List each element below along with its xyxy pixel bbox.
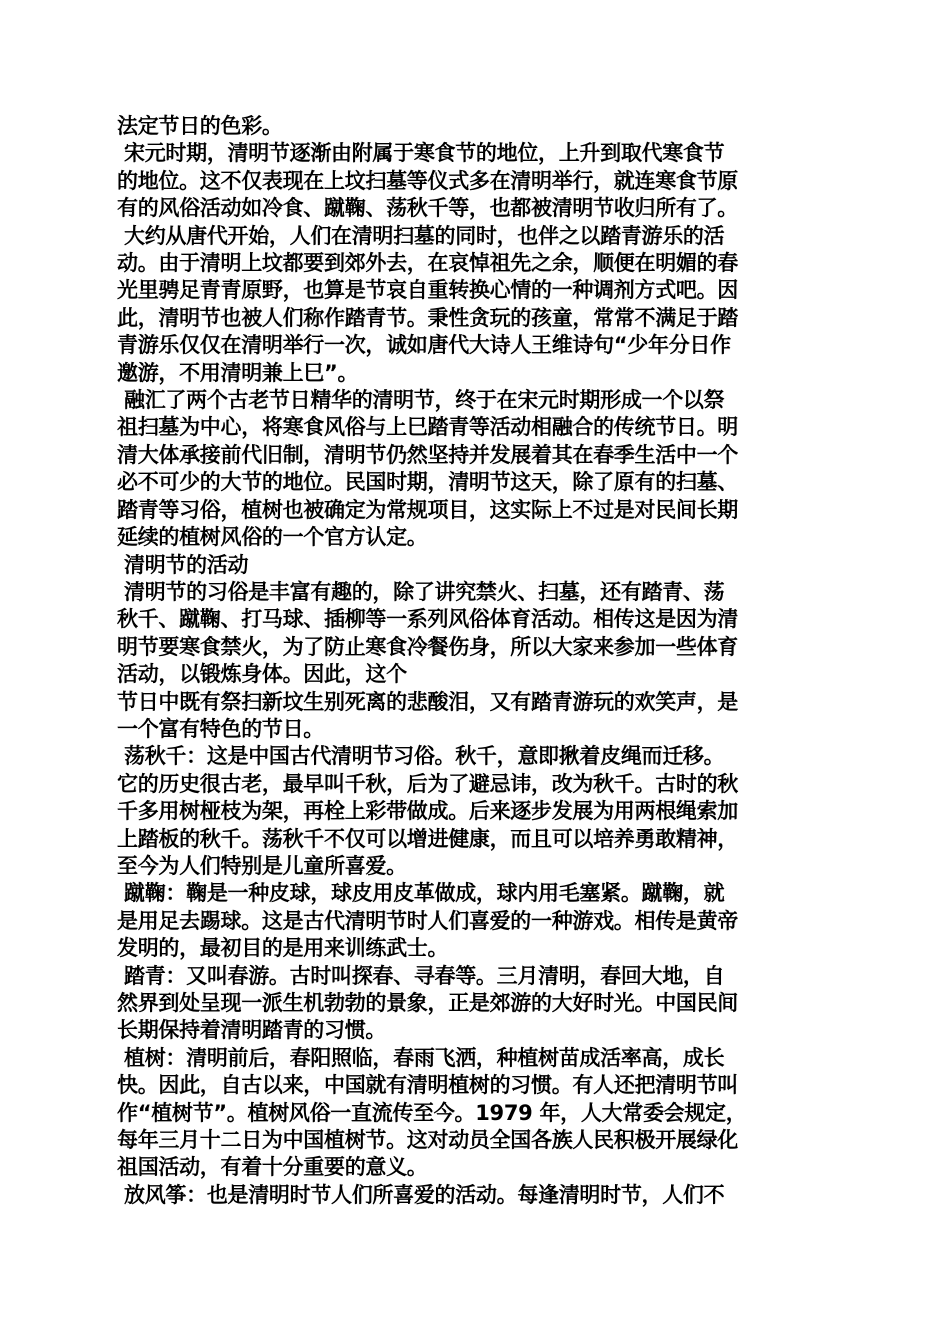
text-line: 有的风俗活动如冷食、蹴鞠、荡秋千等，也都被清明节收归所有了。 bbox=[117, 196, 738, 221]
text-line: 融汇了两个古老节日精华的清明节，终于在宋元时期形成一个以祭 bbox=[117, 388, 725, 413]
text-line: 法定节日的色彩。 bbox=[117, 114, 283, 138]
text-line: 青游乐仅仅在清明举行一次，诚如唐代大诗人王维诗句“少年分日作 bbox=[117, 333, 731, 358]
text-line: 明节要寒食禁火，为了防止寒食冷餐伤身，所以大家来参加一些体育 bbox=[117, 634, 738, 659]
text-line: 活动，以锻炼身体。因此，这个 bbox=[117, 662, 407, 687]
text-line: 作“植树节”。植树风俗一直流传至今。1979 年，人大常委会规定， bbox=[117, 1100, 747, 1125]
text-line: 至今为人们特别是儿童所喜爱。 bbox=[117, 853, 407, 878]
text-line: 每年三月十二日为中国植树节。这对动员全国各族人民积极开展绿化 bbox=[117, 1128, 738, 1153]
text-line: 一个富有特色的节日。 bbox=[117, 716, 324, 741]
text-line: 然界到处呈现一派生机勃勃的景象，正是郊游的大好时光。中国民间 bbox=[117, 991, 738, 1015]
text-line: 清明节的习俗是丰富有趣的，除了讲究禁火、扫墓，还有踏青、荡 bbox=[117, 579, 725, 604]
section-heading: 清明节的活动 bbox=[117, 552, 249, 577]
text-line: 祖国活动，有着十分重要的意义。 bbox=[117, 1155, 428, 1180]
text-line: 邀游，不用清明兼上巳”。 bbox=[117, 360, 359, 385]
text-line: 此，清明节也被人们称作踏青节。秉性贪玩的孩童，常常不满足于踏 bbox=[117, 305, 738, 330]
text-line: 的地位。这不仅表现在上坟扫墓等仪式多在清明举行，就连寒食节原 bbox=[117, 168, 738, 193]
text-line: 光里骋足青青原野，也算是节哀自重转换心情的一种调剂方式吧。因 bbox=[117, 278, 738, 303]
text-line: 植树：清明前后，春阳照临，春雨飞洒，种植树苗成活率高，成长 bbox=[117, 1045, 725, 1070]
text-line: 踏青：又叫春游。古时叫探春、寻春等。三月清明，春回大地，自 bbox=[117, 963, 725, 988]
text-line: 发明的，最初目的是用来训练武士。 bbox=[117, 936, 449, 961]
text-line: 必不可少的大节的地位。民国时期，清明节这天，除了原有的扫墓、 bbox=[117, 470, 738, 495]
text-line: 它的历史很古老，最早叫千秋，后为了避忌讳，改为秋千。古时的秋 bbox=[117, 771, 738, 796]
text-line: 千多用树桠枝为架，再栓上彩带做成。后来逐步发展为用两根绳索加 bbox=[117, 799, 738, 824]
body-text bbox=[117, 113, 837, 1209]
text-line: 动。由于清明上坟都要到郊外去，在哀悼祖先之余，顺便在明媚的春 bbox=[117, 251, 738, 276]
text-line: 节日中既有祭扫新坟生别死离的悲酸泪，又有踏青游玩的欢笑声，是 bbox=[117, 689, 738, 714]
text-line: 荡秋千：这是中国古代清明节习俗。秋千，意即揪着皮绳而迁移。 bbox=[117, 744, 725, 769]
text-line: 是用足去踢球。这是古代清明节时人们喜爱的一种游戏。相传是黄帝 bbox=[117, 908, 738, 933]
text-line: 长期保持着清明踏青的习惯。 bbox=[117, 1018, 387, 1043]
text-line: 踏青等习俗，植树也被确定为常规项目，这实际上不过是对民间长期 bbox=[117, 497, 738, 522]
text-line: 延续的植树风俗的一个官方认定。 bbox=[117, 525, 428, 550]
text-line: 快。因此，自古以来，中国就有清明植树的习惯。有人还把清明节叫 bbox=[117, 1073, 738, 1098]
text-line: 祖扫墓为中心，将寒食风俗与上巳踏青等活动相融合的传统节日。明 bbox=[117, 415, 738, 440]
text-line: 大约从唐代开始，人们在清明扫墓的同时，也伴之以踏青游乐的活 bbox=[117, 223, 725, 248]
text-line: 上踏板的秋千。荡秋千不仅可以增进健康，而且可以培养勇敢精神， bbox=[117, 826, 738, 851]
text-line: 清大体承接前代旧制，清明节仍然坚持并发展着其在春季生活中一个 bbox=[117, 442, 738, 467]
text-line: 宋元时期，清明节逐渐由附属于寒食节的地位，上升到取代寒食节 bbox=[117, 141, 725, 166]
text-line: 秋千、蹴鞠、打马球、插柳等一系列风俗体育活动。相传这是因为清 bbox=[117, 607, 738, 632]
text-line: 放风筝：也是清明时节人们所喜爱的活动。每逢清明时节，人们不 bbox=[117, 1182, 725, 1207]
text-line: 蹴鞠：鞠是一种皮球，球皮用皮革做成，球内用毛塞紧。蹴鞠，就 bbox=[117, 881, 725, 906]
